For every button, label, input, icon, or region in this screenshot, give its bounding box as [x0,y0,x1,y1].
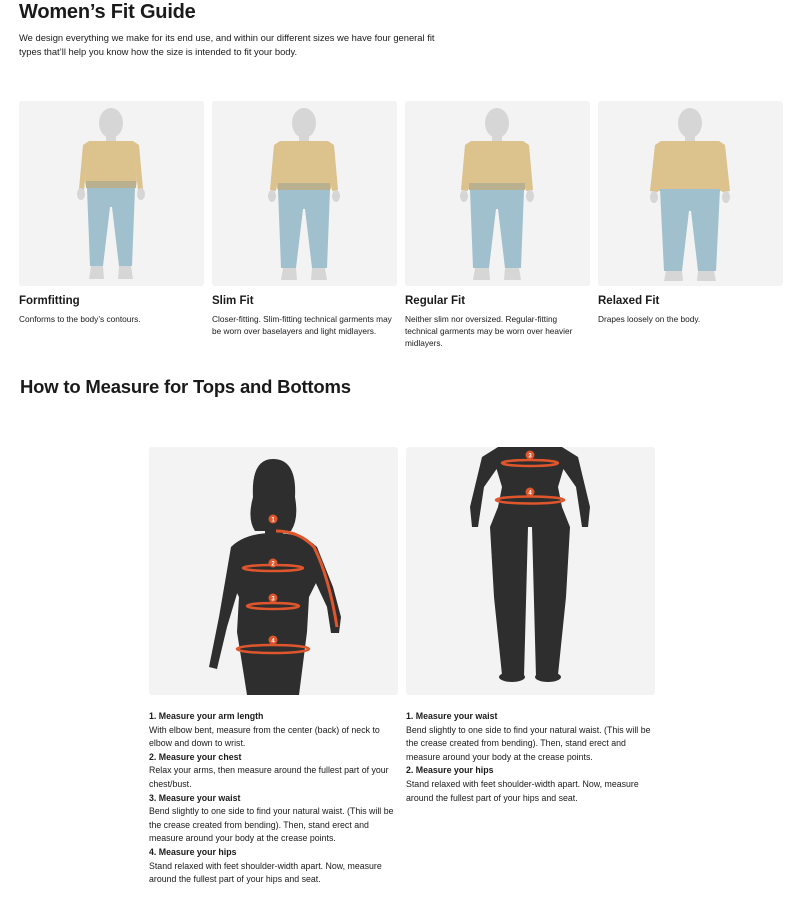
fit-description: Conforms to the body’s contours. [19,314,141,324]
step-title: 2. Measure your chest [149,751,242,762]
step-title: 1. Measure your arm length [149,711,264,721]
marker-label: 4 [271,638,275,645]
page-title: Women’s Fit Guide [19,1,196,23]
fit-name: Relaxed Fit [598,295,660,307]
formfitting-figure [19,101,204,286]
marker-label: 3 [528,453,532,460]
fit-card-relaxed [598,101,783,325]
marker-label: 1 [271,517,275,524]
fit-card-formfitting [19,101,204,325]
marker-label: 2 [271,561,275,568]
step-text: With elbow bent, measure from the center (back) of neck to elbow and down to wrist. [149,724,380,749]
fit-card-regular [405,101,590,349]
fit-card-slim [212,101,397,337]
slim-fit-figure [212,101,397,286]
bottoms-instructions [406,710,658,805]
bottoms-measurement-figure [406,447,655,695]
tops-instructions [149,710,401,887]
marker-label: 4 [528,490,532,497]
step-text: Relax your arms, then measure around the fullest part of your chest/bust. [149,765,389,789]
step-title: 3. Measure your waist [149,792,241,803]
regular-fit-figure [405,101,590,286]
step-text: Bend slightly to one side to find your natural waist. (This will be the crease created from bending). Then, stand erect and measure around your body at the crease points. [149,806,394,844]
step-title: 4. Measure your hips [149,846,237,857]
fit-name: Regular Fit [405,295,466,307]
fit-description: Neither slim nor oversized. Regular-fitting technical garments may be worn over heavier midlayers. [405,314,573,348]
tops-measurement-figure [149,447,398,695]
step-title: 2. Measure your hips [406,765,494,776]
intro-text: We design everything we make for its end use, and within our different sizes we have four general fit types that’ll help you know how the size is intended to fit your body. [19,32,435,57]
step-title: 1. Measure your waist [406,711,498,721]
fit-description: Closer-fitting. Slim-fitting technical garments may be worn over baselayers and light midlayers. [212,314,392,336]
measure-section-title: How to Measure for Tops and Bottoms [20,376,351,397]
step-text: Bend slightly to one side to find your natural waist. (This will be the crease created from bending). Then, stand erect and measure around your body at the crease points. [406,724,651,762]
marker-label: 3 [271,596,275,603]
fit-name: Slim Fit [212,295,254,307]
relaxed-fit-figure [598,101,783,286]
fit-description: Drapes loosely on the body. [598,314,701,324]
step-text: Stand relaxed with feet shoulder-width apart. Now, measure around the fullest part of your hips and seat. [149,860,382,885]
step-text: Stand relaxed with feet shoulder-width apart. Now, measure around the fullest part of your hips and seat. [406,778,639,803]
fit-name: Formfitting [19,295,80,307]
